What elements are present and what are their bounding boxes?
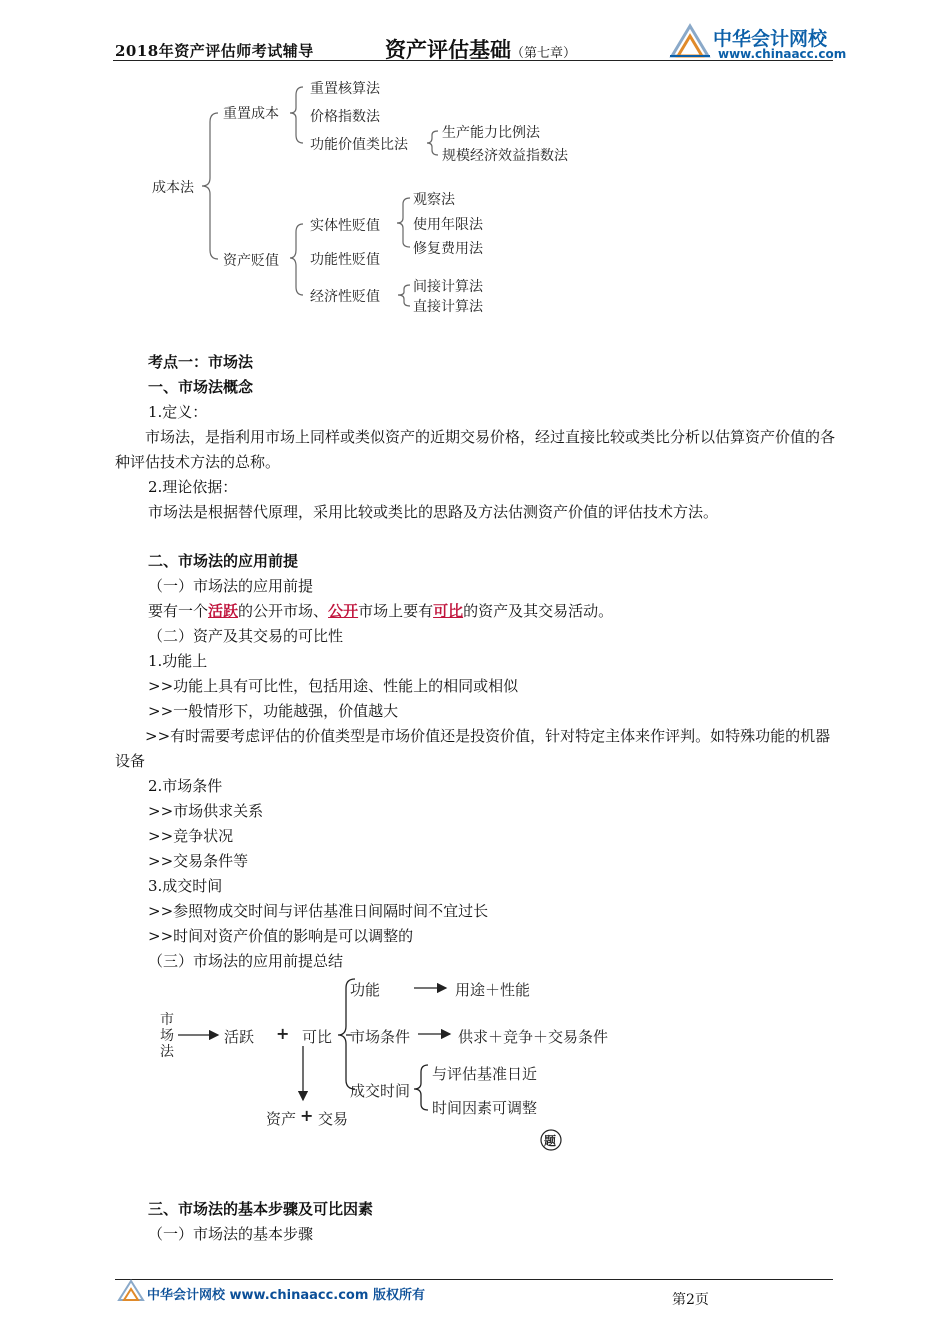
list-line-11: >>时间对资产价值的影响是可以调整的 <box>148 927 414 945</box>
req-part-3: 市场上要有 <box>358 602 434 620</box>
subsection-1-heading: （一）市场法的应用前提 <box>148 577 314 595</box>
tree-node-b2-sub1-1: 观察法 <box>413 192 455 208</box>
list-line-3: >>一般情形下，功能越强，价值越大 <box>148 702 399 720</box>
chapter-text: （第七章） <box>511 46 577 61</box>
req-part-2: 的公开市场、 <box>238 602 329 620</box>
theory-paragraph: 市场法是根据替代原理，采用比较或类比的思路及方法估测资产价值的评估技术方法。 <box>148 503 719 521</box>
diagram-trade: 交易 <box>318 1110 349 1128</box>
diagram-function-result: 用途＋性能 <box>455 981 531 999</box>
diagram-function: 功能 <box>350 981 381 999</box>
list-line-8: >>交易条件等 <box>148 852 249 870</box>
diagram-asset: 资产 <box>266 1110 297 1128</box>
diagram-market-char-1: 市 <box>160 1012 174 1028</box>
tree-node-replacement-cost: 重置成本 <box>223 106 279 122</box>
tree-node-b2-sub3-2: 直接计算法 <box>413 299 483 315</box>
list-line-5: 2.市场条件 <box>148 777 223 795</box>
req-highlight-public: 公开 <box>328 602 359 620</box>
diagram-plus-2: + <box>300 1106 314 1125</box>
req-part-1: 要有一个 <box>148 602 209 620</box>
list-line-6: >>市场供求关系 <box>148 802 264 820</box>
tree-root: 成本法 <box>152 180 194 196</box>
question-badge-icon[interactable]: 题 <box>544 1134 557 1148</box>
tree-node-depreciation: 资产贬值 <box>223 253 279 269</box>
req-highlight-active: 活跃 <box>208 602 239 620</box>
theory-label: 2.理论依据： <box>148 478 238 496</box>
tree-node-b1-sub-1: 生产能力比例法 <box>442 125 540 141</box>
definition-paragraph: 市场法，是指利用市场上同样或类似资产的近期交易价格，经过直接比较或类比分析以估算资产价值的各种评估技术方法的总称。 <box>115 428 836 471</box>
diagram-market-char-2: 场 <box>160 1028 174 1044</box>
footer-copyright: 中华会计网校 www.chinaacc.com 版权所有 <box>147 1288 425 1303</box>
diagram-time-result-2: 时间因素可调整 <box>432 1099 538 1117</box>
req-highlight-comparable: 可比 <box>433 602 464 620</box>
logo-name: 中华会计网校 <box>713 28 828 50</box>
diagram-trade-time: 成交时间 <box>350 1082 411 1100</box>
diagram-market-method <box>160 1012 174 1060</box>
subsection-4-heading: （一）市场法的基本步骤 <box>148 1225 314 1243</box>
diagram-market-char-3: 法 <box>160 1044 174 1060</box>
tree-node-b2-1: 实体性贬值 <box>310 218 380 234</box>
list-line-7: >>竞争状况 <box>148 827 234 845</box>
tree-node-b1-sub-2: 规模经济效益指数法 <box>442 148 568 164</box>
tree-node-b2-sub1-2: 使用年限法 <box>413 217 483 233</box>
section-2-heading: 二、市场法的应用前提 <box>148 552 299 570</box>
subsection-3-heading: （三）市场法的应用前提总结 <box>148 952 344 970</box>
list-line-9: 3.成交时间 <box>148 877 223 895</box>
tree-node-b1-2: 价格指数法 <box>310 109 380 125</box>
diagram-comparable: 可比 <box>302 1028 333 1046</box>
diagram-plus-1: + <box>276 1024 290 1043</box>
list-line-10: >>参照物成交时间与评估基准日间隔时间不宜过长 <box>148 902 489 920</box>
tree-node-b1-1: 重置核算法 <box>310 81 380 97</box>
tree-node-b1-3: 功能价值类比法 <box>310 137 408 153</box>
tree-node-b2-sub3-1: 间接计算法 <box>413 279 483 295</box>
title-text: 资产评估基础 <box>385 37 511 62</box>
page-number: 第2页 <box>672 1292 709 1308</box>
diagram-active: 活跃 <box>224 1028 255 1046</box>
list-line-1: 1.功能上 <box>148 652 208 670</box>
footer-logo-icon <box>117 1278 145 1302</box>
tree-node-b2-3: 经济性贬值 <box>310 289 380 305</box>
tree-node-b2-2: 功能性贬值 <box>310 252 380 268</box>
req-part-4: 的资产及其交易活动。 <box>463 602 614 620</box>
subsection-2-heading: （二）资产及其交易的可比性 <box>148 627 344 645</box>
section-1-heading: 一、市场法概念 <box>148 378 254 396</box>
logo-url[interactable]: www.chinaacc.com <box>718 47 847 61</box>
diagram-market-condition-result: 供求＋竞争＋交易条件 <box>458 1028 609 1046</box>
key-point-title: 考点一：市场法 <box>148 353 254 371</box>
list-line-4: >>有时需要考虑评估的价值类型是市场价值还是投资价值，针对特定主体来作评判。如特殊功能的机器设备 <box>115 727 831 770</box>
section-3-heading: 三、市场法的基本步骤及可比因素 <box>148 1200 374 1218</box>
list-line-2: >>功能上具有可比性，包括用途、性能上的相同或相似 <box>148 677 519 695</box>
diagram-time-result-1: 与评估基准日近 <box>432 1065 538 1083</box>
diagram-market-condition: 市场条件 <box>350 1028 411 1046</box>
tree-node-b2-sub1-3: 修复费用法 <box>413 241 483 257</box>
definition-label: 1.定义： <box>148 403 208 421</box>
header-left-text: 2018年资产评估师考试辅导 <box>115 42 314 60</box>
footer-divider <box>115 1279 833 1280</box>
